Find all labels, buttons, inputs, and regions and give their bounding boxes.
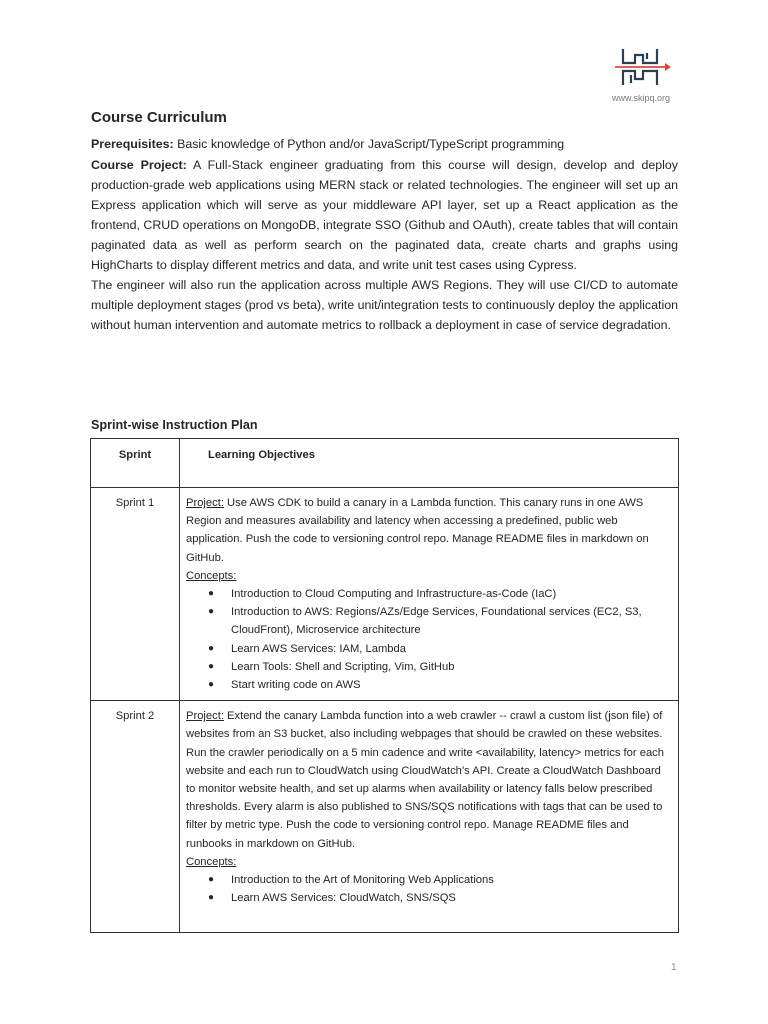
project-text: Use AWS CDK to build a canary in a Lambda function. This canary runs in one AWS Region and measures availability and latency when accessing a predefined, public web application. Push the code to versioning control repo. Manage README files in markdown on GitHub. [186,497,649,564]
concepts-label: Concepts: [186,855,237,868]
concept-text: Learn Tools: Shell and Scripting, Vim, GitHub [231,660,455,673]
bullet-icon: ● [208,679,215,691]
bullet-icon: ● [208,588,215,600]
course-project-text: A Full-Stack engineer graduating from this course will design, develop and deploy production-grade web applications using MERN stack or related technologies. The engineer will set up an Express application which will serve as your middleware API layer, set up a React application as the frontend, CRUD operations on MongoDB, integrate SSO (Github and OAuth), create tables that will contain paginated data as well as perform search on the paginated data, create charts and graphs using HighCharts to display different metrics and data, and write unit test cases using Cypress. [91,158,679,272]
sprint-objectives [180,488,679,701]
list-item [208,889,668,907]
column-header-objectives: Learning Objectives [180,439,679,488]
concept-text: Learn AWS Services: CloudWatch, SNS/SQS [231,892,456,905]
list-item [208,658,668,676]
list-item [208,603,668,639]
prerequisites-label: Prerequisites: [91,137,174,151]
column-header-sprint: Sprint [91,439,180,488]
bullet-icon: ● [208,892,215,904]
concept-text: Introduction to Cloud Computing and Infrastructure-as-Code (IaC) [231,588,557,601]
skipq-logo [613,43,673,91]
list-item [208,676,668,694]
sprint-name: Sprint 1 [91,488,180,701]
concepts-list [186,585,668,694]
course-project-paragraph [91,155,678,335]
project-text-2: Run the crawler periodically on a 5 min cadence and write <availability, latency> metrics for each website and each run to CloudWatch using CloudWatch’s API. Create a CloudWatch Dashboard to monitor website health, and set up alarms when availability or latency falls below prescribed thresholds. Every alarm is also published to SNS/SQS notifications with tags that can be used to filter by metric type. Push the code to versioning control repo. Manage README files and runbooks in markdown on GitHub. [186,746,664,850]
logo-url: www.skipq.org [611,93,671,103]
list-item [208,640,668,658]
page-title: Course Curriculum [91,109,227,126]
bullet-icon: ● [208,874,215,886]
sprint-plan-table [90,438,679,933]
prerequisites-paragraph [91,134,678,154]
table-row [91,488,679,701]
concept-text: Introduction to the Art of Monitoring Web Applications [231,874,494,887]
bullet-icon: ● [208,606,215,618]
concepts-label: Concepts: [186,569,237,582]
concept-text: Learn AWS Services: IAM, Lambda [231,642,406,655]
list-item [208,871,668,889]
sprint-objectives [180,701,679,933]
list-item [208,585,668,603]
course-project-text-2: The engineer will also run the application across multiple AWS Regions. They will use CI/CD to automate multiple deployment stages (prod vs beta), write unit/integration tests to continuously deploy the application without human intervention and automate metrics to rollback a deployment in case of service degradation. [91,278,678,332]
table-header-row [91,439,679,488]
bullet-icon: ● [208,642,215,654]
sprint-plan-heading: Sprint-wise Instruction Plan [91,418,258,432]
project-text: Extend the canary Lambda function into a web crawler -- crawl a custom list (json file) of websites from an S3 bucket, also including webpages that should be crawled on these websites. [186,710,663,741]
bullet-icon: ● [208,660,215,672]
concept-text: Start writing code on AWS [231,679,361,692]
sprint-name: Sprint 2 [91,701,180,933]
course-project-label: Course Project: [91,158,187,172]
page-number: 1 [671,962,677,973]
prerequisites-text: Basic knowledge of Python and/or JavaScript/TypeScript programming [173,137,565,151]
concept-text: Introduction to AWS: Regions/AZs/Edge Services, Foundational services (EC2, S3, CloudFront), Microservice architecture [231,606,642,637]
project-label: Project: [186,497,224,509]
table-row [91,701,679,933]
project-label: Project: [186,710,224,723]
concepts-list [186,871,668,907]
